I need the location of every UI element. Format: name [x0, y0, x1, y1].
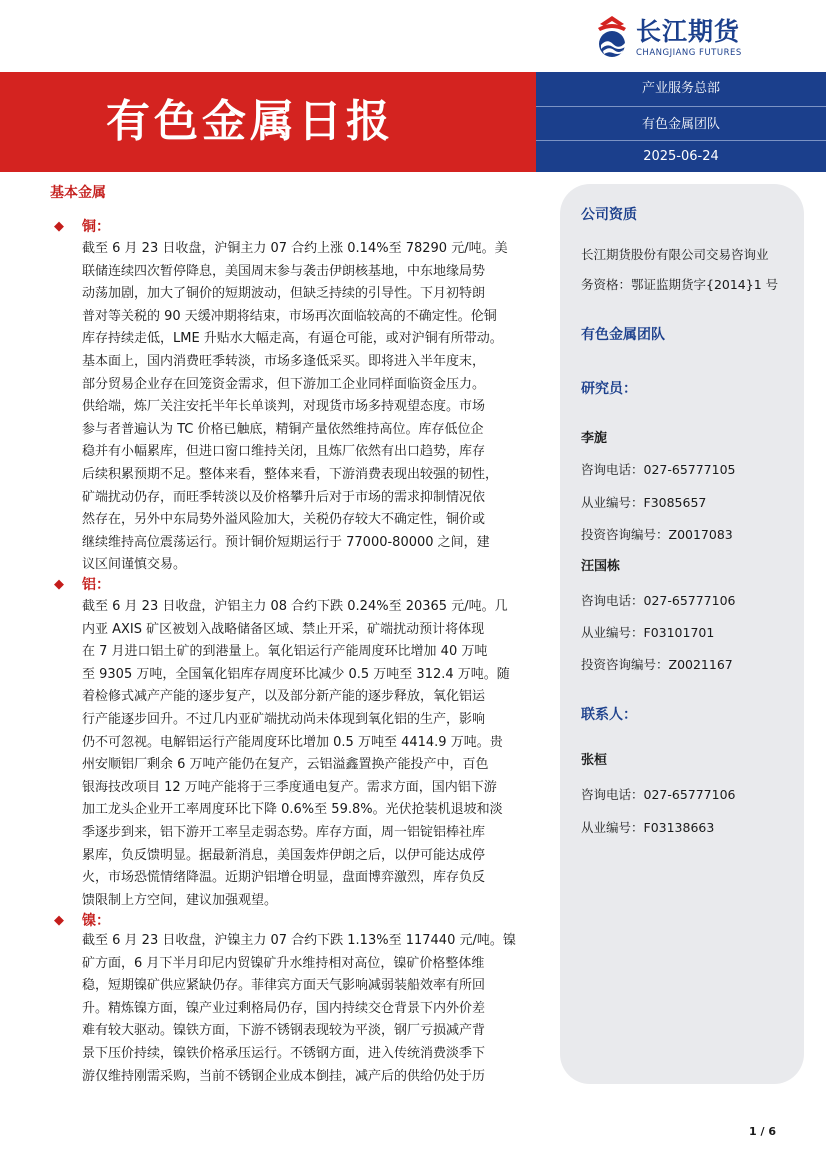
logo-name-en: CHANGJIANG FUTURES	[636, 48, 742, 58]
text-line: 馈限制上方空间，建议加强观望。	[82, 892, 278, 908]
metal-heading-copper: 铜：	[82, 219, 110, 235]
report-title: 有色金属日报	[106, 96, 394, 147]
diamond-bullet-icon: ◆	[54, 913, 64, 928]
text-line: 加工龙头企业开工率周度环比下降 0.6%至 59.8%。光伏抢装机退坡和淡	[82, 802, 503, 818]
department-label: 产业服务总部	[641, 81, 720, 96]
text-line: 州安顺铝厂剩余 6 万吨产能仍在复产，云铝溢鑫置换产能投产中，百色	[82, 757, 489, 773]
text-line: 库存持续走低，LME 升贴水大幅走高，有逼仓可能，或对沪铜有所带动。	[82, 331, 503, 347]
text-line: 截至 6 月 23 日收盘，沪镍主力 07 合约下跌 1.13%至 117440 元/吨。镍	[82, 933, 516, 948]
text-line: 基本面上，国内消费旺季转淡，市场多逢低采买。即将进入半年度末，	[82, 353, 486, 369]
contact-phone: 咨询电话：027-65777106	[581, 787, 736, 802]
text-line: 然存在，另外中东局势外溢风险加大，关税仍存较大不确定性，铜价或	[82, 512, 486, 528]
report-date: 2025-06-24	[643, 149, 719, 164]
text-line: 累库，负反馈明显。据最新消息，美国轰炸伊朗之后，以伊可能达成停	[82, 847, 486, 863]
text-line: 矿端扰动仍存，而旺季转淡以及价格攀升后对于市场的需求抑制情况依	[82, 489, 486, 505]
banner-divider	[536, 140, 826, 141]
changjiang-logo-icon	[592, 14, 632, 60]
copper-paragraph	[82, 238, 542, 577]
text-line: 着检修式减产产能的逐步复产，以及部分新产能的逐步释放，氧化铝运	[82, 689, 486, 705]
text-line: 截至 6 月 23 日收盘，沪铜主力 07 合约上涨 0.14%至 78290 元/吨。美	[82, 241, 508, 256]
metal-heading-nickel: 镍：	[82, 913, 110, 929]
text-line: 议区间谨慎交易。	[82, 557, 187, 573]
company-name: 长江期货股份有限公司交易咨询业	[581, 247, 769, 262]
team-label: 有色金属团队	[641, 117, 720, 132]
researcher-phone: 咨询电话：027-65777105	[581, 462, 736, 477]
company-logo	[592, 14, 772, 60]
text-line: 在 7 月进口铝土矿的到港量上。氧化铝运行产能周度环比增加 40 万吨	[82, 644, 488, 660]
section-title: 基本金属	[50, 185, 106, 201]
diamond-bullet-icon: ◆	[54, 219, 64, 234]
contact-heading: 联系人：	[581, 707, 637, 723]
researcher-advisory: 投资咨询编号：Z0017083	[581, 527, 733, 542]
contact-license: 从业编号：F03138663	[581, 820, 715, 835]
nickel-paragraph	[82, 930, 542, 1088]
text-line: 联储连续四次暂停降息，美国周末参与袭击伊朗核基地，中东地缘局势	[82, 263, 486, 279]
researcher-heading: 研究员：	[581, 381, 637, 397]
text-line: 部分贸易企业存在回笼资金需求，但下游加工企业同样面临资金压力。	[82, 376, 486, 392]
text-line: 游仅维持刚需采购，当前不锈钢企业成本倒挂，减产后的供给仍处于历	[82, 1068, 486, 1084]
page-number: 1 / 6	[749, 1125, 776, 1138]
text-line: 季逐步到来，铝下游开工率呈走弱态势。库存方面，周一铝锭铝棒社库	[82, 824, 486, 840]
text-line: 至 9305 万吨，全国氧化铝库存周度环比减少 0.5 万吨至 312.4 万吨。随	[82, 666, 510, 682]
text-line: 内亚 AXIS 矿区被划入战略储备区域、禁止开采，矿端扰动预计将体现	[82, 621, 485, 637]
banner-divider	[536, 106, 826, 107]
text-line: 继续维持高位震荡运行。预计铜价短期运行于 77000-80000 之间，建	[82, 534, 490, 550]
text-line: 矿方面，6 月下半月印尼内贸镍矿升水维持相对高位，镍矿价格整体维	[82, 955, 485, 971]
text-line: 稳，短期镍矿供应紧缺仍存。菲律宾方面天气影响减弱装船效率有所回	[82, 978, 486, 994]
researcher-name: 李旎	[581, 431, 608, 446]
logo-name-cn: 长江期货	[636, 17, 741, 46]
metal-heading-aluminium: 铝：	[82, 577, 110, 593]
researcher-name: 汪国栋	[581, 559, 621, 574]
researcher-license: 从业编号：F03101701	[581, 625, 715, 640]
diamond-bullet-icon: ◆	[54, 577, 64, 592]
contact-name: 张桓	[581, 753, 608, 768]
text-line: 后续积累预期不足。整体来看，整体来看，下游消费表现出较强的韧性，	[82, 466, 499, 482]
text-line: 供给端，炼厂关注安托半年长单谈判，对现货市场多持观望态度。市场	[82, 399, 486, 415]
researcher-advisory: 投资咨询编号：Z0021167	[581, 657, 733, 672]
text-line: 参与者普遍认为 TC 价格已触底，精铜产量依然维持高位。库存低位企	[82, 421, 484, 437]
team-heading: 有色金属团队	[581, 327, 665, 343]
text-line: 火，市场恐慌情绪降温。近期沪铝增仓明显，盘面博弈激烈，库存负反	[82, 870, 486, 886]
text-line: 仍不可忽视。电解铝运行产能周度环比增加 0.5 万吨至 4414.9 万吨。贵	[82, 734, 503, 750]
researcher-license: 从业编号：F3085657	[581, 495, 707, 510]
text-line: 稳并有小幅累库，但进口窗口维持关闭，且炼厂依然有出口趋势，库存	[82, 444, 486, 460]
text-line: 截至 6 月 23 日收盘，沪铝主力 08 合约下跌 0.24%至 20365 元/吨。几	[82, 599, 508, 614]
company-heading: 公司资质	[581, 207, 637, 223]
company-license: 务资格：鄂证监期货字{2014}1 号	[581, 277, 779, 292]
text-line: 行产能逐步回升。不过几内亚矿端扰动尚未体现到氧化铝的生产，影响	[82, 711, 486, 727]
text-line: 难有较大驱动。镍铁方面，下游不锈钢表现较为平淡，钢厂亏损减产背	[82, 1023, 486, 1039]
text-line: 普对等关税的 90 天缓冲期将结束，市场再次面临较高的不确定性。伦铜	[82, 308, 497, 324]
text-line: 动荡加剧，加大了铜价的短期波动，但缺乏持续的引导性。下月初特朗	[82, 286, 486, 302]
aluminium-paragraph	[82, 596, 542, 912]
text-line: 银海技改项目 12 万吨产能将于三季度通电复产。需求方面，国内铝下游	[82, 779, 497, 795]
text-line: 景下压价持续，镍铁价格承压运行。不锈钢方面，进入传统消费淡季下	[82, 1045, 486, 1061]
text-line: 升。精炼镍方面，镍产业过剩格局仍存，国内持续交仓背景下内外价差	[82, 1000, 486, 1016]
researcher-phone: 咨询电话：027-65777106	[581, 593, 736, 608]
